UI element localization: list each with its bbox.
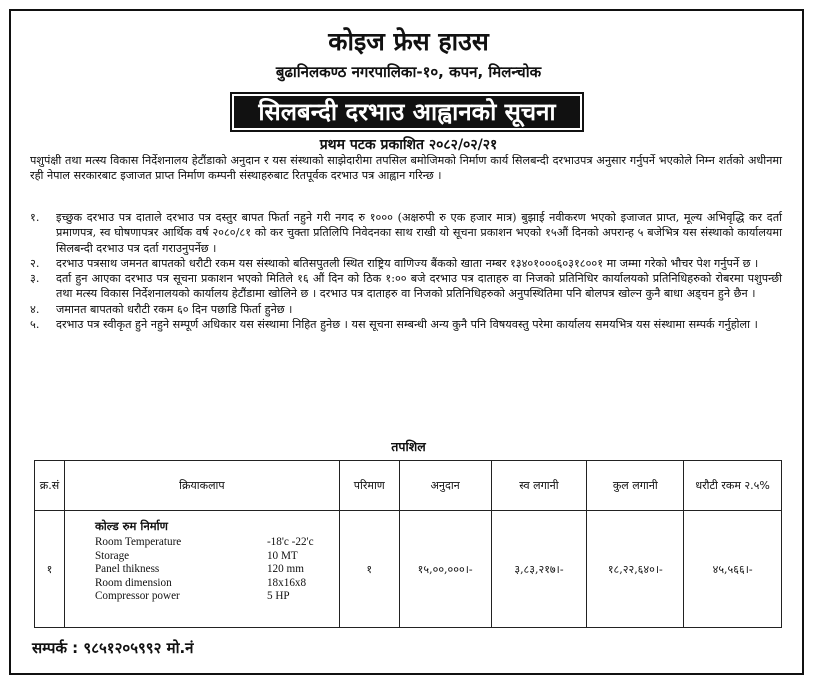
header-deposit: धरौटी रकम २.५% [684,461,782,511]
spec-label: Room dimension [94,576,172,589]
condition-number: २. [30,256,40,270]
spec-row [95,550,339,564]
header-quantity: परिमाण [339,461,399,511]
spec-row [95,577,339,591]
condition-item [30,302,782,317]
contact-line: सम्पर्क : ९८५१२०५९९२ मो.नं [32,639,194,657]
condition-number: ५. [30,318,40,332]
publication-date: प्रथम पटक प्रकाशित २०८२/०२/२१ [319,137,498,153]
spec-label: Room Temperature [94,536,182,548]
header-grant: अनुदान [399,461,491,511]
spec-value: 120 mm [266,563,304,575]
organization-address: बुढानिलकण्ठ नगरपालिका-१०, कपन, मिलन्चोक [275,63,542,81]
cell-own-investment: ३,८३,२१७।- [491,511,587,628]
condition-item [30,271,782,302]
condition-number: ४. [30,302,40,316]
table-row [35,511,782,628]
header-serial: क्र.सं [35,461,65,511]
cell-quantity: १ [339,511,399,628]
spec-label: Panel thikness [94,563,160,575]
header-activity: क्रियाकलाप [64,461,339,511]
condition-item [30,256,782,271]
spec-value: 18x16x8 [266,576,307,589]
cell-serial: १ [35,511,65,628]
spec-value: 10 MT [266,549,298,562]
condition-text: इच्छुक दरभाउ पत्र दाताले दरभाउ पत्र दस्तुर बापत फिर्ता नहुने गरी नगद रु १००० (अक्षरुपी रु एक हजार मात्र) बुझाई नवीकरण भएको इजाजत प्राप्त, मूल्य अभिवृद्धि कर दर्ता प्रमाणपत्र, स्व घोषणापत्रर आर्थिक वर्ष २०८०/८१ को कर चुक्ता प्रतिलिपि निवेदनका साथ राखी यो सूचना प्रकाशन भएको १५औं दिनको अपरान्ह ५ बजेभित्र यस संस्थाको कार्यालयमा सिलबन्दी दरभाउ पत्र दर्ता गराउनुपर्नेछ । [56,211,782,255]
schedule-title: तपशिल [391,439,426,454]
spec-row [95,563,339,577]
spec-label: Storage [94,549,130,562]
spec-value: -18'c -22'c [266,536,314,548]
condition-number: १. [30,211,40,224]
cell-grant: १५,००,०००।- [399,511,491,628]
table-header-row [35,461,782,511]
condition-item [30,210,782,256]
condition-text: जमानत बापतको धरौटी रकम ६० दिन पछाडि फिर्ता हुनेछ । [56,302,293,316]
intro-paragraph: पशुपंक्षी तथा मत्स्य विकास निर्देशनालय हेटौंडाको अनुदान र यस संस्थाको साझेदारीमा तपसिल बमोजिमको निर्माण कार्य सिलबन्दी दरभाउपत्र अनुसार गर्नुपर्ने भएकोले निम्न शर्तको अधीनमा रही नेपाल सरकारबाट इजाजत प्राप्त निर्माण कम्पनी संस्थाहरुबाट रितपूर्वक दरभाउ पत्र आह्वान गरिन्छ । [30,154,782,183]
spec-row [95,536,339,550]
organization-name: कोइज फ्रेस हाउस [328,27,489,56]
cell-deposit: ४५,५६६।- [684,511,782,628]
condition-text: दरभाउ पत्रसाथ जमनत बापतको धरौटी रकम यस संस्थाको बतिसपुतली स्थित राष्ट्रिय वाणिज्य बैंकको खाता नम्बर १३४०१०००६०३१८००१ मा जम्मा गरेको भौचर पेश गर्नुपर्ने छ । [56,256,759,270]
header-total-investment: कुल लगानी [587,461,684,511]
notice-title-banner: सिलबन्दी दरभाउ आह्वानको सूचना [230,92,584,132]
schedule-table [34,460,782,628]
cell-activity [64,511,339,628]
spec-row [95,590,339,604]
conditions-list [30,210,782,332]
condition-text: दरभाउ पत्र स्वीकृत हुने नहुने सम्पूर्ण अधिकार यस संस्थामा निहित हुनेछ । यस सूचना सम्बन्धी अन्य कुनै पनि विषयवस्तु परेमा कार्यालय समयभित्र यस संस्थामा सम्पर्क गर्नुहोला । [56,318,758,332]
condition-item [30,317,782,332]
cell-total-investment: १८,२२,६४०।- [587,511,684,628]
spec-label: Compressor power [94,590,180,602]
spec-value: 5 HP [266,590,290,602]
activity-title: कोल्ड रुम निर्माण [94,519,168,533]
condition-number: ३. [30,272,40,286]
header-own-investment: स्व लगानी [491,461,587,511]
condition-text: दर्ता हुन आएका दरभाउ पत्र सूचना प्रकाशन भएको मितिले १६ औं दिन को ठिक १:०० बजे दरभाउ पत्र दाताहरु वा निजको प्रतिनिधिर कार्यालयको प्रतिनिधिहरुको रोबरमा पशुपन्छी तथा मत्स्य विकास निर्देशनालयको कार्यालय हेटौंडामा खोलिने छ । दरभाउ पत्र दाताहरु वा निजको प्रतिनिधिहरुको अनुपस्थितिमा पनि बोलपत्र खोल्न कुनै बाधा अड्चन हुने छैन । [56,272,782,301]
